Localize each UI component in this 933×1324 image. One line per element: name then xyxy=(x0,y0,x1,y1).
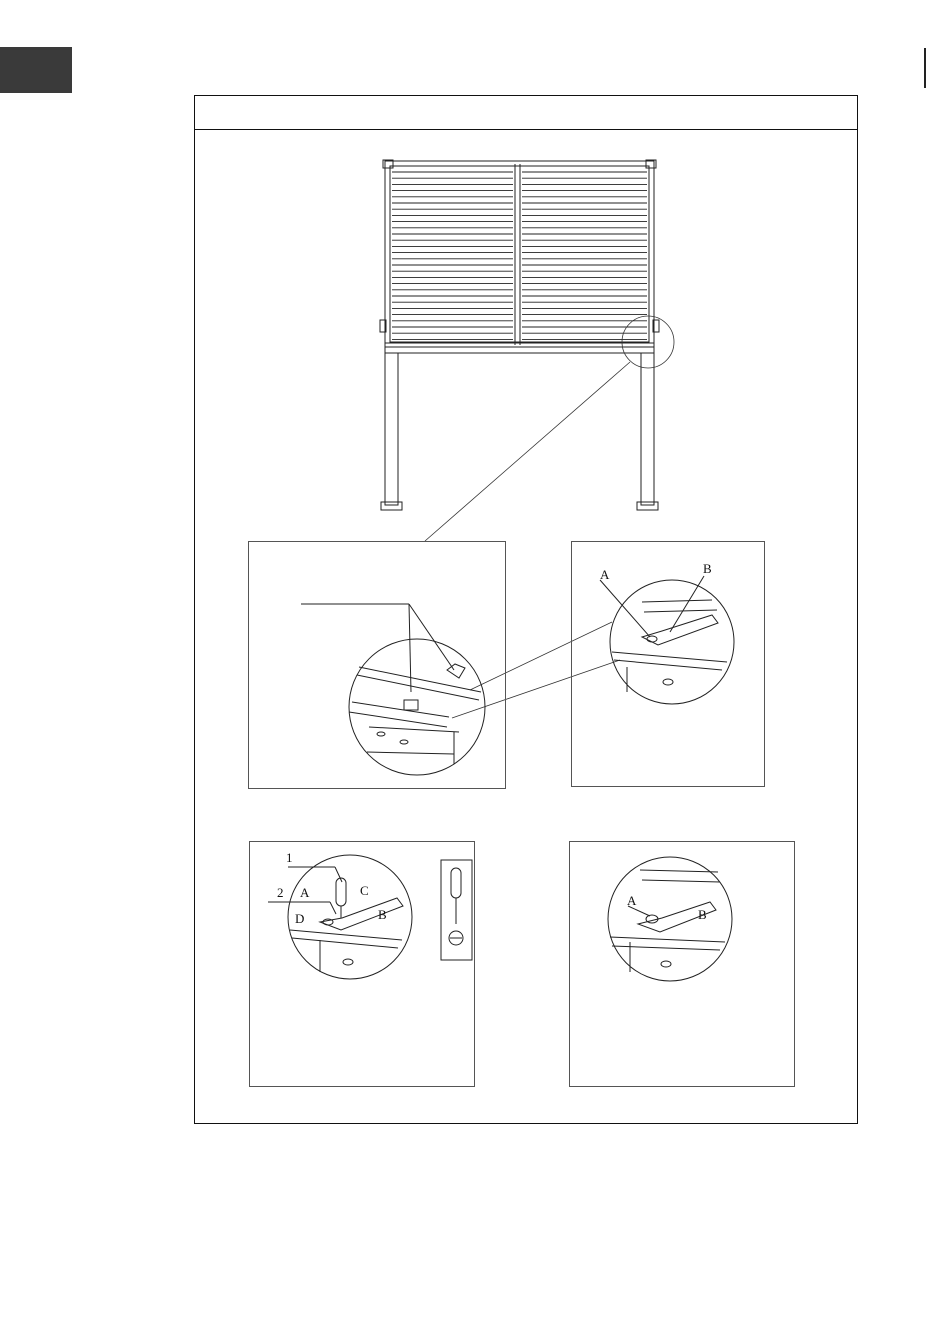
label-a: A xyxy=(300,885,310,900)
lock-closed-closeup xyxy=(570,842,796,1088)
detail-panel-2 xyxy=(571,541,765,787)
label-a: A xyxy=(600,567,610,582)
detail-panel-1 xyxy=(248,541,506,789)
label-b: B xyxy=(378,907,387,922)
label-b: B xyxy=(698,907,707,922)
detail-panel-3 xyxy=(249,841,475,1087)
label-c: C xyxy=(360,883,369,898)
label-1: 1 xyxy=(286,850,293,865)
label-d: D xyxy=(295,911,305,926)
detail-panel-4 xyxy=(569,841,795,1087)
label-b: B xyxy=(703,561,712,576)
slat-lock-closeup xyxy=(249,542,507,790)
label-2: 2 xyxy=(277,885,284,900)
label-a: A xyxy=(627,893,637,908)
flat-screwdriver-icon xyxy=(441,860,472,960)
